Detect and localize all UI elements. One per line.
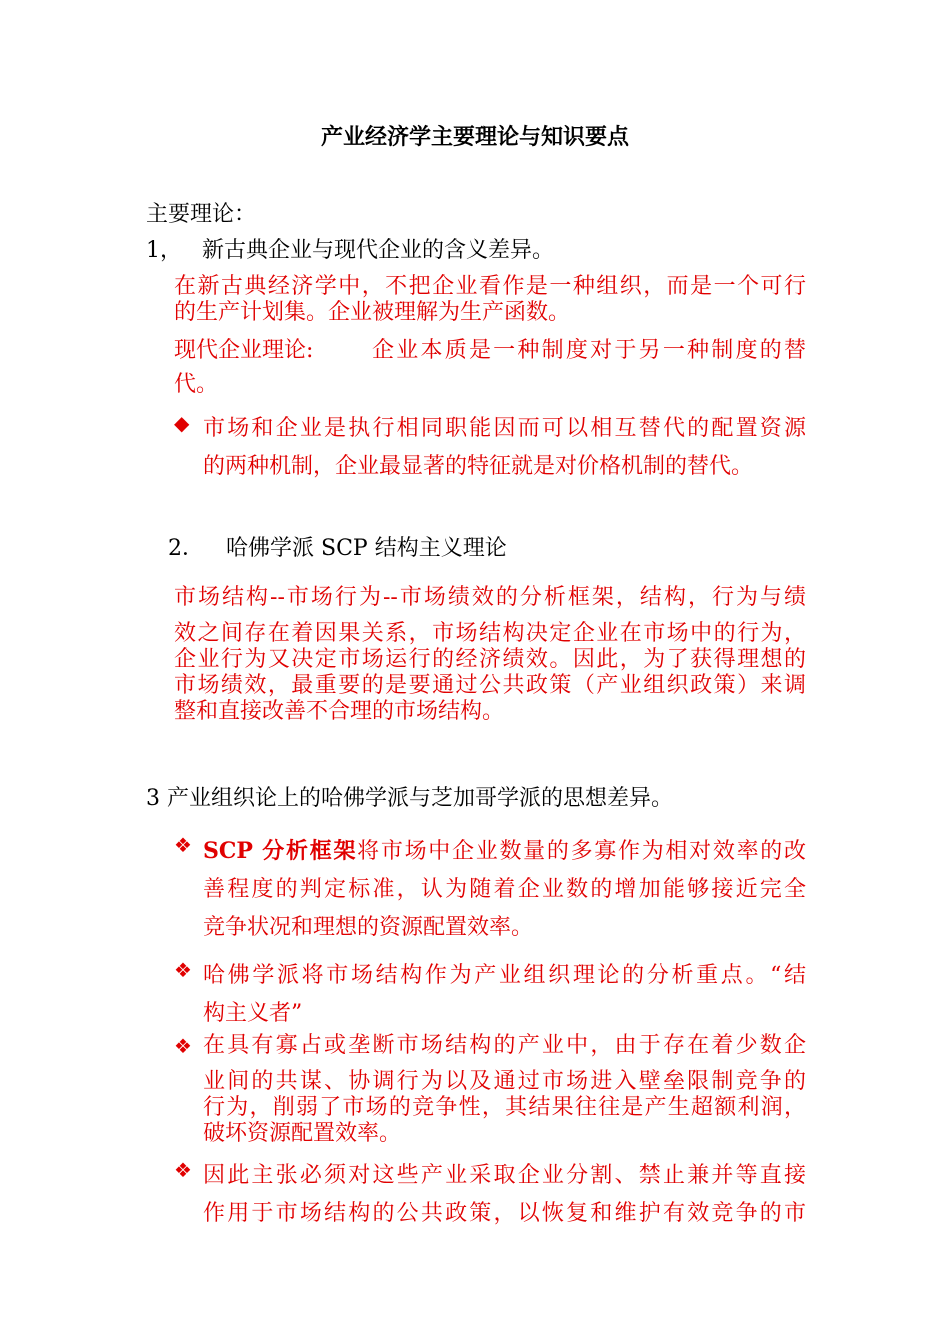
page-title: 产业经济学主要理论与知识要点 bbox=[320, 124, 629, 150]
section1-number: 1， bbox=[146, 238, 182, 263]
text-line: 因此主张必须对这些产业采取企业分割、禁止兼并等直接 bbox=[203, 1163, 806, 1188]
section2-title: 哈佛学派 SCP 结构主义理论 bbox=[226, 536, 507, 561]
text-line: 构主义者” bbox=[203, 1001, 303, 1026]
section1-label: 现代企业理论: bbox=[174, 338, 314, 363]
text-line: SCP 分析框架将市场中企业数量的多寡作为相对效率的改 bbox=[203, 838, 806, 864]
text-line: 行为，削弱了市场的竞争性，其结果往往是产生超额利润， bbox=[203, 1095, 806, 1120]
section1-title: 新古典企业与现代企业的含义差异。 bbox=[202, 238, 555, 263]
section1-paragraph1 bbox=[174, 274, 806, 326]
text-line: 哈佛学派将市场结构作为产业组织理论的分析重点。“结 bbox=[203, 963, 806, 988]
section2-paragraph bbox=[174, 585, 806, 725]
bold-term: SCP 分析框架 bbox=[203, 838, 358, 864]
text-line: 整和直接改善不合理的市场结构。 bbox=[174, 699, 505, 724]
text-line: 在具有寡占或垄断市场结构的产业中，由于存在着少数企 bbox=[203, 1033, 806, 1058]
section1-paragraph2-end: 代。 bbox=[174, 372, 219, 397]
section3-bullet3 bbox=[203, 1033, 806, 1147]
text-line: 作用于市场结构的公共政策，以恢复和维护有效竞争的市 bbox=[203, 1201, 806, 1226]
section-heading: 主要理论： bbox=[146, 202, 257, 227]
text-line: 市场绩效，最重要的是要通过公共政策（产业组织政策）来调 bbox=[174, 673, 806, 698]
text-line: 在新古典经济学中，不把企业看作是一种组织，而是一个可行 bbox=[174, 274, 806, 299]
section2-number: 2． bbox=[168, 536, 204, 561]
section3-bullet1 bbox=[203, 832, 806, 947]
section1-paragraph2: 企业本质是一种制度对于另一种制度的替 bbox=[372, 338, 806, 363]
section3-title: 3 产业组织论上的哈佛学派与芝加哥学派的思想差异。 bbox=[146, 786, 673, 811]
text-line: 的生产计划集。企业被理解为生产函数。 bbox=[174, 300, 571, 325]
four-diamond-icon: ❖ bbox=[174, 1034, 192, 1058]
text-line: 效之间存在着因果关系，市场结构决定企业在市场中的行为， bbox=[174, 621, 806, 646]
text-line: 的两种机制，企业最显著的特征就是对价格机制的替代。 bbox=[203, 454, 754, 479]
section3-bullet4 bbox=[203, 1157, 806, 1233]
text-line: 破坏资源配置效率。 bbox=[203, 1121, 402, 1146]
text-line: 善程度的判定标准，认为随着企业数的增加能够接近完全 bbox=[203, 877, 806, 902]
section3-bullet2 bbox=[203, 957, 806, 1033]
four-diamond-icon: ❖ bbox=[174, 1158, 192, 1182]
four-diamond-icon: ❖ bbox=[174, 833, 192, 857]
diamond-icon: ◆ bbox=[174, 411, 190, 435]
text-line: 市场和企业是执行相同职能因而可以相互替代的配置资源 bbox=[203, 416, 806, 441]
text-line: 市场结构--市场行为--市场绩效的分析框架，结构，行为与绩 bbox=[174, 585, 806, 610]
section1-bullet bbox=[203, 410, 806, 486]
text-line: 竞争状况和理想的资源配置效率。 bbox=[203, 915, 534, 940]
text-line: 业间的共谋、协调行为以及通过市场进入壁垒限制竞争的 bbox=[203, 1069, 806, 1094]
four-diamond-icon: ❖ bbox=[174, 958, 192, 982]
text-line: 企业行为又决定市场运行的经济绩效。因此，为了获得理想的 bbox=[174, 647, 806, 672]
